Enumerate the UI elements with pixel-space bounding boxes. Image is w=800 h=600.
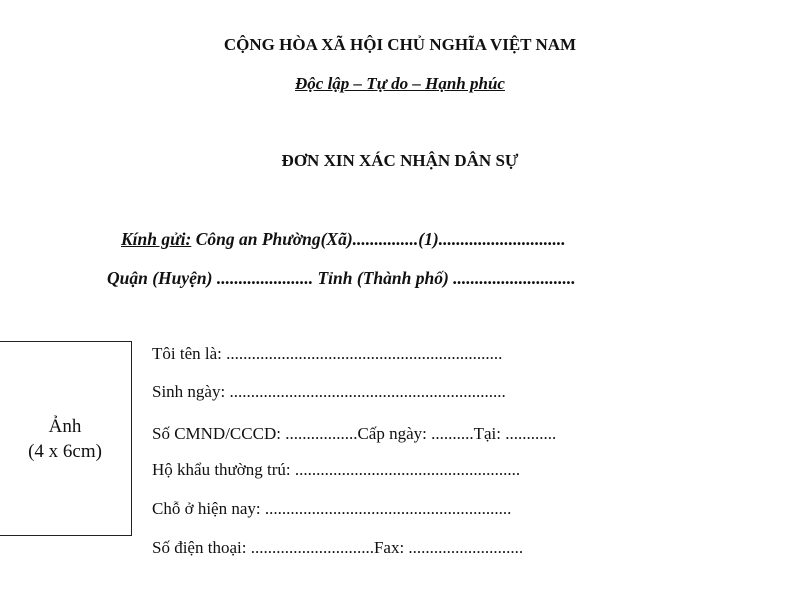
national-title: CỘNG HÒA XÃ HỘI CHỦ NGHĨA VIỆT NAM: [223, 35, 577, 54]
recipient-label: Kính gửi:: [121, 229, 192, 249]
field-permanent-address: Hộ khẩu thường trú: .....................................................: [152, 460, 521, 479]
recipient-line-1: [121, 229, 566, 250]
field-phone-fax: Số điện thoại: .............................Fax: ...........................: [152, 538, 524, 557]
field-birth-date: Sinh ngày: .................................................................: [152, 382, 506, 401]
field-current-address: Chỗ ở hiện nay: ..........................................................: [152, 499, 512, 518]
photo-label: Ảnh: [48, 415, 82, 437]
photo-size: (4 x 6cm): [28, 440, 102, 462]
recipient-ward: Công an Phường(Xã)...............(1).............................: [191, 229, 566, 249]
form-title: ĐƠN XIN XÁC NHẬN DÂN SỰ: [281, 151, 519, 170]
field-id-number: Số CMND/CCCD: .................Cấp ngày: ..........Tại: ............: [152, 424, 557, 443]
motto: [0, 74, 800, 94]
motto-text: Độc lập – Tự do – Hạnh phúc: [295, 74, 505, 93]
field-full-name: Tôi tên là: .................................................................: [152, 344, 503, 363]
recipient-line-2: Quận (Huyện) ...................... Tỉnh (Thành phố) ............................: [107, 268, 576, 288]
photo-box: [0, 341, 132, 536]
